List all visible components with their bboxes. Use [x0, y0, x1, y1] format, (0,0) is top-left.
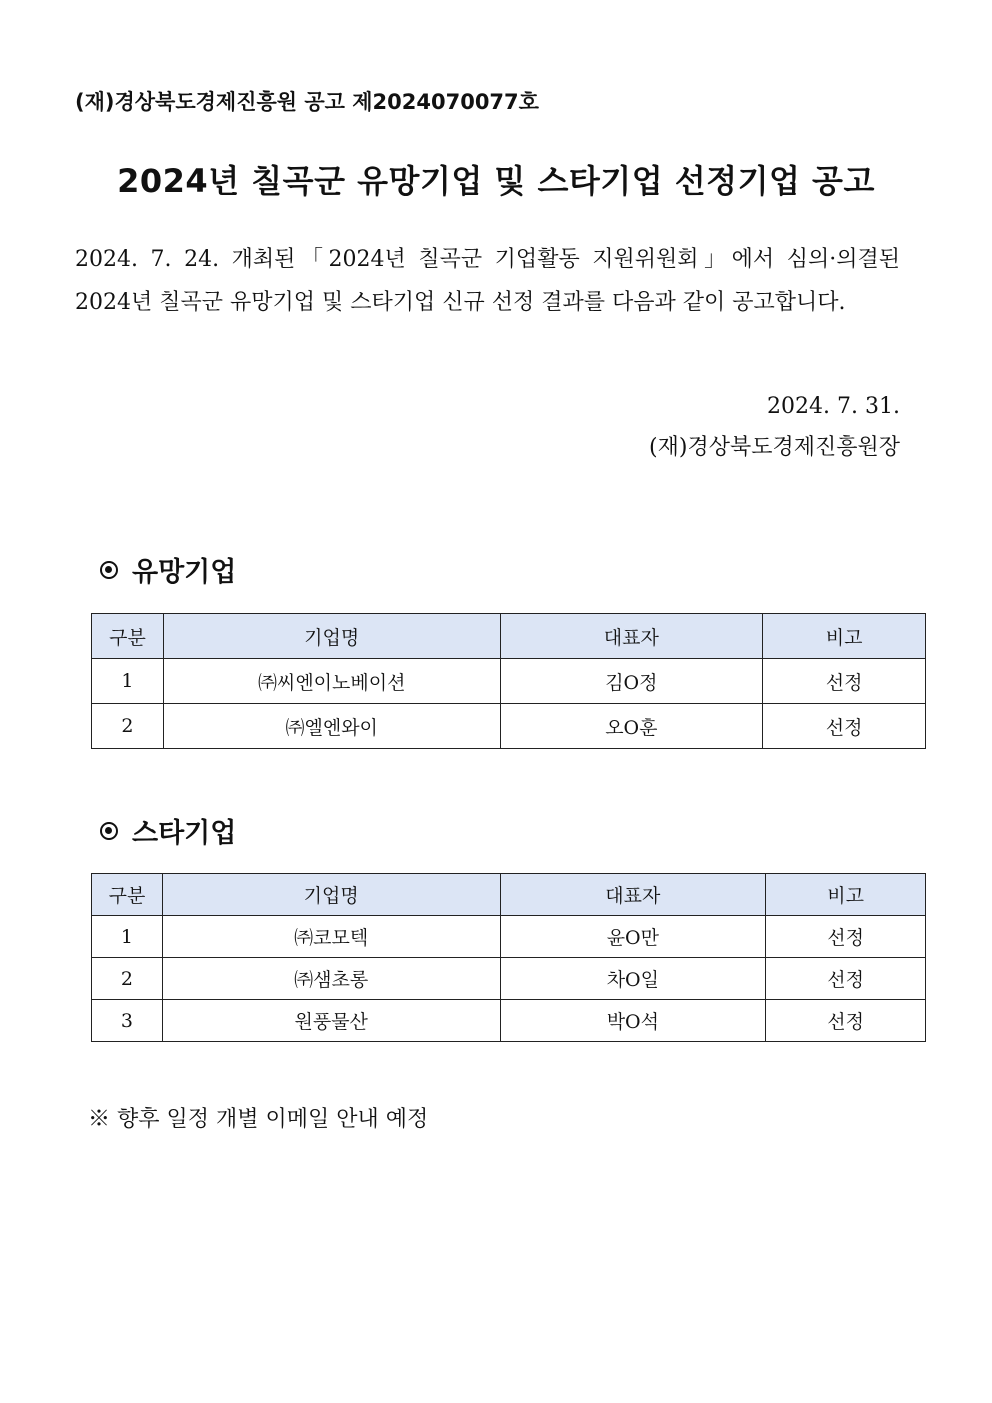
column-header: 기업명	[162, 874, 500, 916]
table-row	[92, 704, 926, 749]
issuer-name: (재)경상북도경제진흥원장	[649, 435, 900, 460]
representative: 차O일	[500, 958, 766, 1000]
footnote: ※ 향후 일정 개별 이메일 안내 예정	[88, 1107, 429, 1132]
column-header: 비고	[763, 614, 926, 659]
company-name: ㈜코모텍	[162, 916, 500, 958]
row-number: 1	[92, 659, 164, 704]
radio-bullet-icon	[100, 561, 118, 579]
section-heading-label: 스타기업	[132, 818, 237, 849]
company-name: 원풍물산	[162, 1000, 500, 1042]
table-row	[92, 1000, 926, 1042]
notice-number: (재)경상북도경제진흥원 공고 제2024070077호	[75, 90, 539, 114]
column-header: 대표자	[500, 874, 766, 916]
row-number: 3	[92, 1000, 163, 1042]
table-row	[92, 659, 926, 704]
representative: 윤O만	[500, 916, 766, 958]
section-heading-promising	[100, 550, 236, 589]
representative: 박O석	[500, 1000, 766, 1042]
row-number: 2	[92, 704, 164, 749]
representative: 김O정	[500, 659, 763, 704]
company-name: ㈜씨엔이노베이션	[163, 659, 500, 704]
column-header: 구분	[92, 874, 163, 916]
remark: 선정	[766, 916, 926, 958]
column-header: 대표자	[500, 614, 763, 659]
table-header-row	[92, 614, 926, 659]
radio-bullet-icon	[100, 822, 118, 840]
table-header-row	[92, 874, 926, 916]
column-header: 기업명	[163, 614, 500, 659]
row-number: 2	[92, 958, 163, 1000]
page-title: 2024년 칠곡군 유망기업 및 스타기업 선정기업 공고	[117, 162, 875, 200]
remark: 선정	[766, 1000, 926, 1042]
promising-companies-table	[91, 613, 926, 749]
star-companies-table	[91, 873, 926, 1042]
row-number: 1	[92, 916, 163, 958]
table-row	[92, 916, 926, 958]
company-name: ㈜엘엔와이	[163, 704, 500, 749]
company-name: ㈜샘초롱	[162, 958, 500, 1000]
remark: 선정	[766, 958, 926, 1000]
remark: 선정	[763, 659, 926, 704]
remark: 선정	[763, 704, 926, 749]
announcement-body: 2024. 7. 24. 개최된「2024년 칠곡군 기업활동 지원위원회」에서 심의·의결된 2024년 칠곡군 유망기업 및 스타기업 신규 선정 결과를 다음과 같이 공고합니다.	[75, 247, 900, 315]
table-row	[92, 958, 926, 1000]
column-header: 구분	[92, 614, 164, 659]
section-heading-star	[100, 811, 236, 850]
announcement-date: 2024. 7. 31.	[767, 394, 900, 419]
section-heading-label: 유망기업	[132, 557, 237, 588]
column-header: 비고	[766, 874, 926, 916]
representative: 오O훈	[500, 704, 763, 749]
